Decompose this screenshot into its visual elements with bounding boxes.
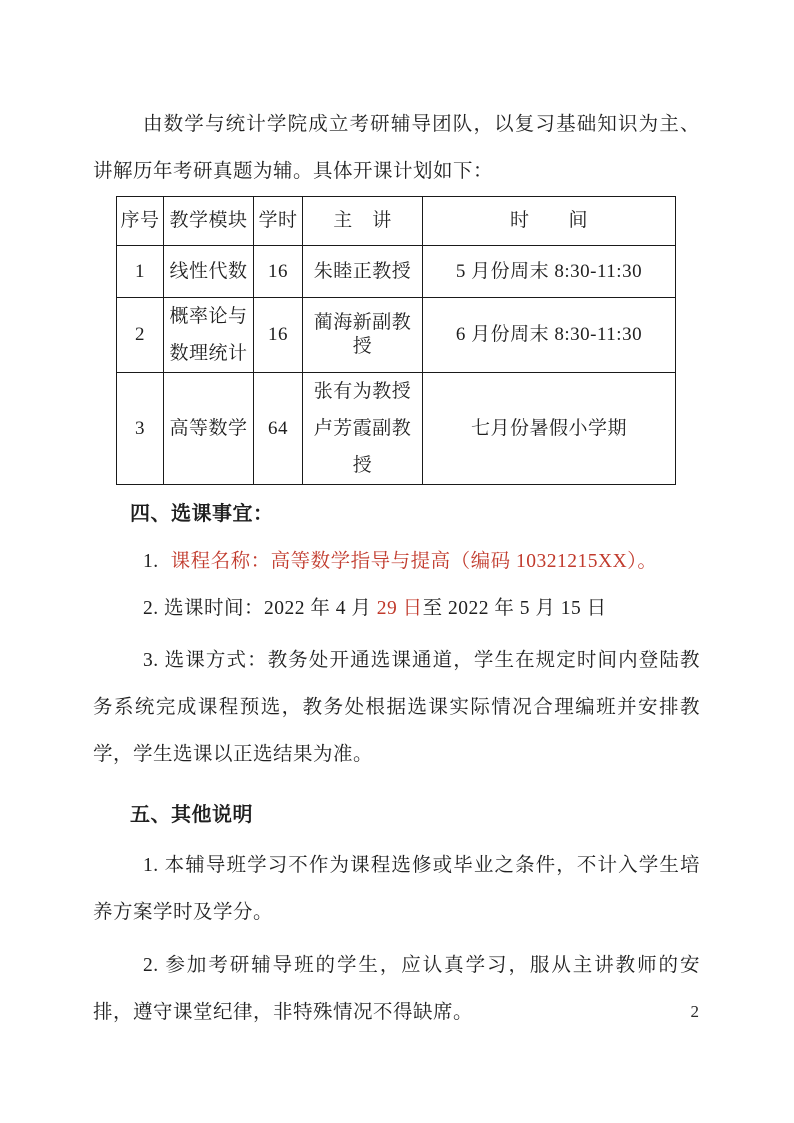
cell-hours: 64 <box>254 373 303 485</box>
cell-hours: 16 <box>254 246 303 298</box>
cell-module: 高等数学 <box>164 373 254 485</box>
course-name-highlight: 课程名称：高等数学指导与提高（编码 10321215XX）。 <box>170 551 658 572</box>
cell-no: 3 <box>117 373 164 485</box>
page-content <box>93 0 700 1036</box>
cell-time: 七月份暑假小学期 <box>423 373 676 485</box>
header-cell-lecturer: 主 讲 <box>303 197 423 246</box>
note-item-2: 2. 参加考研辅导班的学生，应认真学习，服从主讲教师的安排，遵守课堂纪律，非特殊情况不得缺席。 <box>93 955 700 1023</box>
cell-no: 2 <box>117 298 164 373</box>
module-line-2: 数理统计 <box>169 343 248 364</box>
section-four-heading: 四、选课事宜： <box>130 503 274 525</box>
table-row <box>117 373 676 485</box>
selection-time-item <box>93 585 700 632</box>
cell-lecturer <box>303 373 423 485</box>
section-five-heading: 五、其他说明 <box>130 804 253 826</box>
cell-hours: 16 <box>254 298 303 373</box>
cell-no: 1 <box>117 246 164 298</box>
item-number: 1. <box>143 551 159 572</box>
cell-lecturer: 朱睦正教授 <box>303 246 423 298</box>
selection-time-prefix: 2. 选课时间：2022 年 4 月 <box>143 598 377 619</box>
table-header-row <box>117 197 676 246</box>
table-row <box>117 246 676 298</box>
header-cell-hours: 学时 <box>254 197 303 246</box>
lecturer-line-2: 卢芳霞副教授 <box>313 418 412 476</box>
cell-module: 线性代数 <box>164 246 254 298</box>
page-number: 2 <box>690 1002 699 1021</box>
note-item-1: 1. 本辅导班学习不作为课程选修或毕业之条件，不计入学生培养方案学时及学分。 <box>93 855 700 923</box>
selection-date-highlight: 29 日 <box>376 598 423 619</box>
header-cell-module: 教学模块 <box>164 197 254 246</box>
lecturer-line-1: 张有为教授 <box>313 381 412 402</box>
table-row <box>117 298 676 373</box>
header-cell-time: 时 间 <box>423 197 676 246</box>
cell-time: 5 月份周末 8:30-11:30 <box>423 246 676 298</box>
intro-paragraph: 由数学与统计学院成立考研辅导团队，以复习基础知识为主、讲解历年考研真题为辅。具体开课计划如下： <box>93 114 700 182</box>
course-name-item <box>93 538 700 585</box>
course-schedule-table <box>116 196 676 485</box>
module-line-1: 概率论与 <box>169 306 248 327</box>
selection-method-item: 3. 选课方式：教务处开通选课通道，学生在规定时间内登陆教务系统完成课程预选，教务处根据选课实际情况合理编班并安排教学，学生选课以正选结果为准。 <box>93 650 700 765</box>
cell-module <box>164 298 254 373</box>
cell-lecturer: 蔺海新副教授 <box>303 298 423 373</box>
header-cell-no: 序号 <box>117 197 164 246</box>
selection-time-suffix: 至 2022 年 5 月 15 日 <box>422 598 607 619</box>
cell-time: 6 月份周末 8:30-11:30 <box>423 298 676 373</box>
